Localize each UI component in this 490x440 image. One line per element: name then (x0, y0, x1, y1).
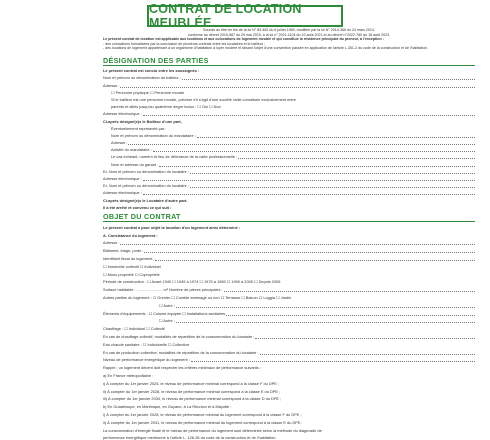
form-line (103, 386, 475, 394)
form-line[interactable] (103, 347, 475, 355)
fill-in-field[interactable] (155, 257, 475, 261)
form-line-label: Surface habitable : ........................ m² Nombre de pièces principales : (103, 287, 223, 293)
fill-in-field[interactable] (260, 351, 476, 355)
form-line[interactable] (103, 331, 475, 339)
form-line-label: Adresse électronique : (103, 190, 142, 196)
form-line-label: i) À compter du 1er janvier 2025, le niveau de performance minimal correspond à la classe F du DPE ; (103, 380, 280, 386)
form-line-label: Éventuellement représenté par : (111, 125, 167, 131)
form-line-label: Nom et adresse du garant : (111, 161, 159, 167)
form-line-label: Adresse : (111, 140, 128, 146)
fill-in-field[interactable] (226, 312, 475, 316)
fill-in-field[interactable] (120, 84, 475, 88)
form-line[interactable] (103, 73, 475, 80)
form-line[interactable] (103, 181, 475, 188)
form-line (103, 261, 475, 269)
fill-in-field[interactable] (143, 191, 475, 195)
form-line (103, 124, 475, 131)
form-line-label: Bâtiment, étage, porte : (103, 248, 144, 254)
form-line-label: ii) À compter du 1er janvier 2028, le niveau de performance minimal correspond à la classe E du DPE ; (103, 388, 281, 394)
fill-in-field[interactable] (143, 177, 475, 181)
form-line[interactable] (103, 253, 475, 261)
form-line-label: La consommation d'énergie finale et le niveau de performance du logement sont déterminés selon la méthode du diagnostic de (103, 427, 322, 433)
form-line-label: Le cas échéant, numéro et lieu de délivrance de la carte professionnelle : (111, 154, 238, 160)
fill-in-field[interactable] (153, 148, 475, 152)
form-line-label: b) En Guadeloupe, en Martinique, en Guyane, à La Réunion et à Mayotte : (103, 404, 232, 410)
fill-in-field[interactable] (182, 76, 475, 80)
intro-line-5: - des locations de logement appartenant à un organisme d'habitation à loyer modéré et faisant l'objet d'une convention passée en application de l'article L.351-2 du code de la construction et de l'habitation. (103, 46, 429, 50)
form-line-label: a) En France métropolitaine : (103, 372, 154, 378)
form-line-label: En cas de production collective, modalités de répartition de la consommation du locataire : (103, 349, 259, 355)
form-line-label: ☐ Autre : (159, 318, 175, 324)
form-line-label: Adresse : (103, 82, 120, 88)
form-line (103, 203, 475, 210)
fill-in-field[interactable] (144, 249, 475, 253)
form-line (103, 394, 475, 402)
form-line[interactable] (103, 145, 475, 152)
form-line-label: Identifiant fiscal du logement : (103, 255, 155, 261)
form-line-label: Eau chaude sanitaire : ☐ Individuelle ☐ Collective (103, 341, 190, 347)
form-line-label: Nom et prénom ou dénomination du mandataire : (111, 132, 196, 138)
form-line-label: Rappel : un logement décent doit respecter les critères minimaux de performance suivants : (103, 365, 261, 371)
form-line[interactable] (103, 138, 475, 145)
form-line-label: Chauffage : ☐ Individuel ☐ Collectif (103, 326, 165, 332)
fill-in-field[interactable] (190, 170, 475, 174)
form-line-label: Et, Nom et prénom ou dénomination du locataire : (103, 168, 189, 174)
form-line (103, 323, 475, 331)
form-line-label: ☐ Mono propriété ☐ Copropriété (103, 271, 160, 277)
form-line[interactable] (103, 355, 475, 363)
form-line[interactable] (103, 174, 475, 181)
form-line (103, 66, 475, 73)
form-line[interactable] (103, 131, 475, 138)
fill-in-field[interactable] (191, 358, 475, 362)
form-line-label: A. Consistance du logement : (103, 232, 158, 238)
form-line (103, 417, 475, 425)
fill-in-field[interactable] (128, 141, 475, 145)
form-line-label: Il a été arrêté et convenu ce qui suit : (103, 204, 172, 210)
contract-title: CONTRAT DE LOCATION MEUBLÉE (149, 2, 302, 30)
form-line[interactable] (103, 80, 475, 87)
form-line-label: Période de construction : ☐ Avant 1949 ☐ 1949 à 1974 ☐ 1975 à 1989 ☐ 1990 à 2005 ☐ Depuis 2005 (103, 279, 281, 285)
fill-in-field[interactable] (190, 184, 475, 188)
form-line (103, 116, 475, 123)
form-line-label: Autres parties du logement : ☐ Grenier ☐ Comble aménagé ou non ☐ Terrasse ☐ Balcon ☐ Loggia ☐ Jardin (103, 294, 292, 300)
form-line[interactable] (103, 284, 475, 292)
form-line (103, 339, 475, 347)
form-line-label: En cas de chauffage collectif, modalités de répartition de la consommation du locataire : (103, 333, 255, 339)
form-line-label: Le présent contrat a pour objet la location d'un logement ainsi déterminé : (103, 224, 241, 230)
form-line-label: Adresse : (103, 240, 120, 246)
form-line (103, 88, 475, 95)
form-line-label: Adresse électronique : (103, 176, 142, 181)
form-line (103, 401, 475, 409)
form-line[interactable] (103, 308, 475, 316)
section-title-parties: DÉSIGNATION DES PARTIES (103, 56, 209, 65)
form-line[interactable] (103, 238, 475, 246)
form-line (103, 362, 475, 370)
form-line-label: Ci-après désigné(e)s le Locataire d'autre part. (103, 197, 188, 203)
form-line-label: Nom et prénom ou dénomination du bailleur : (103, 75, 181, 81)
form-line (103, 102, 475, 109)
form-line-label: performance énergétique mentionné à l'article L. 126-26 du code de la construction et de l'habitation. (103, 435, 277, 440)
intro-line-4: - des colocations formalisées par la conclusion de plusieurs contrats entre les locataires et le bailleur ; (103, 41, 265, 46)
section-title-objet: OBJET DU CONTRAT (103, 212, 181, 221)
form-line (103, 370, 475, 378)
form-line-label: i) À compter du 1er janvier 2028, le niveau de performance minimal du logement correspond à la classe F du DPE ; (103, 411, 302, 417)
form-line (103, 95, 475, 102)
form-line-label: Si le bailleur est une personne morale, préciser s'il s'agit d'une société civile constituée exclusivement entre (111, 96, 296, 102)
form-line (103, 230, 475, 238)
fill-in-field[interactable] (197, 134, 475, 138)
form-line-label: Activité du mandataire : (111, 147, 152, 153)
fill-in-field[interactable] (255, 335, 475, 339)
form-line (103, 433, 475, 440)
form-line[interactable] (103, 245, 475, 253)
form-line-label: parents et alliés jusqu'au quatrième degré inclus : ☐ Oui ☐ Non (111, 104, 221, 110)
form-line (103, 378, 475, 386)
form-line-label: Et, Nom et prénom ou dénomination du locataire : (103, 183, 189, 189)
form-line (103, 425, 475, 433)
form-line-label: Adresse électronique : (103, 111, 142, 117)
intro-line-2: conforme au décret 2015-587 du 29 mai 2015, à la loi n° 2021-1104 du 22 août 2021 et au décret n°2022-780 du 18 août 2023. (187, 32, 391, 37)
intro-line-3: Le présent contrat de location est applicable aux locations et aux colocations de logement meublé et qui constitue la résidence principale du preneur, à l'exception : (103, 37, 384, 41)
form-line-label: ☐ Personne physique ☐ Personne morale (111, 89, 185, 95)
form-line[interactable] (103, 152, 475, 159)
form-line (103, 222, 475, 230)
form-line-label: iii) À compter du 1er janvier 2034, le niveau de performance minimal correspond à la classe D du DPE ; (103, 396, 282, 402)
fill-in-field[interactable] (224, 288, 475, 292)
form-line-label: Le présent contrat est conclu entre les soussignés : (103, 68, 200, 74)
intro-block (103, 28, 475, 51)
form-line-label: Niveau de performance énergétique du logement : (103, 357, 190, 363)
objet-fields (103, 222, 475, 440)
form-line (103, 277, 475, 285)
form-line[interactable] (103, 109, 475, 116)
parties-fields (103, 66, 475, 210)
form-line-label: ☐ Immeuble collectif ☐ Individuel (103, 263, 161, 269)
form-line[interactable] (103, 316, 475, 324)
form-line (103, 292, 475, 300)
fill-in-field[interactable] (143, 112, 475, 116)
form-line[interactable] (103, 188, 475, 195)
form-line-label: Ci-après désigné(e)s le Bailleur d'une part, (103, 118, 182, 124)
fill-in-field[interactable] (159, 163, 475, 167)
fill-in-field[interactable] (238, 155, 475, 159)
form-line-label: Éléments d'équipements : ☐ Cuisine équipée ☐ Installations sanitaires (103, 310, 226, 316)
form-line[interactable] (103, 167, 475, 174)
form-line (103, 195, 475, 202)
form-line[interactable] (103, 159, 475, 166)
fill-in-field[interactable] (120, 241, 475, 245)
form-line-label: ☐ Autre : (159, 302, 175, 308)
form-line-label: ii) À compter du 1er janvier 2031, le niveau de performance minimal du logement correspond à la classe E du DPE. (103, 419, 302, 425)
form-line[interactable] (103, 300, 475, 308)
contract-title-box (147, 2, 343, 30)
form-line (103, 269, 475, 277)
fill-in-field[interactable] (176, 319, 475, 323)
fill-in-field[interactable] (176, 304, 475, 308)
form-line (103, 409, 475, 417)
intro-line-1: Soumis au titre Ier bis de la loi N° 89-462 du 6 juillet 1989, modifiée par la loi N° 2014-366 du 24 mars 2014, (203, 28, 375, 32)
